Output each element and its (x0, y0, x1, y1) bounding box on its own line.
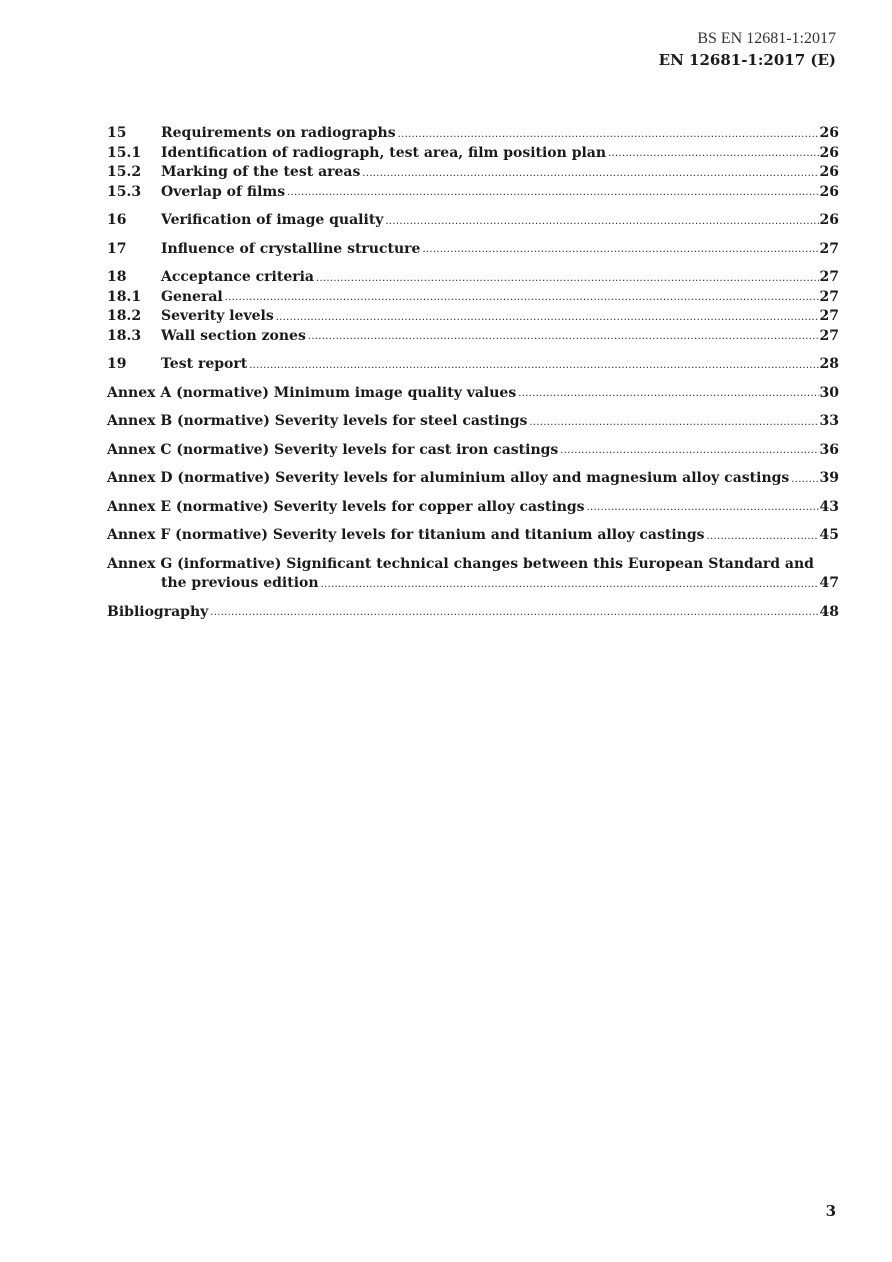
toc-title: Annex D (normative) Severity levels for aluminium alloy and magnesium alloy castings (107, 470, 790, 486)
page-number: 3 (825, 1202, 836, 1220)
toc-leader-dots (225, 293, 819, 303)
toc-leader-dots (287, 188, 818, 198)
toc-annex-e[interactable] (107, 498, 839, 518)
table-of-contents (107, 124, 839, 622)
toc-page: 27 (819, 308, 839, 324)
toc-page: 30 (819, 384, 839, 401)
toc-title: Annex F (normative) Severity levels for titanium and titanium alloy castings (107, 527, 705, 543)
toc-page: 45 (819, 527, 839, 543)
toc-annex-b[interactable] (107, 412, 839, 432)
toc-title: Marking of the test areas (161, 164, 361, 180)
toc-entry-15-3[interactable] (107, 183, 839, 203)
toc-leader-dots (385, 217, 818, 227)
toc-number: 15.3 (107, 183, 142, 200)
toc-annex-c[interactable] (107, 441, 839, 461)
toc-leader-dots (398, 130, 819, 140)
toc-number: 18.2 (107, 308, 142, 324)
toc-page: 27 (819, 327, 839, 344)
toc-title: Wall section zones (161, 327, 306, 344)
toc-title: Annex E (normative) Severity levels for copper alloy castings (107, 498, 585, 515)
toc-page: 36 (819, 441, 839, 458)
toc-leader-dots (422, 245, 818, 255)
toc-number: 18.3 (107, 327, 142, 344)
toc-title-continued: the previous edition (161, 575, 319, 591)
toc-entry-19[interactable] (107, 355, 839, 375)
toc-leader-dots (529, 418, 818, 428)
toc-page: 26 (819, 212, 839, 228)
toc-leader-dots (321, 580, 819, 590)
toc-number: 19 (107, 356, 127, 372)
toc-title: Annex G (informative) Significant technical changes between this European Standard and (107, 555, 814, 572)
toc-page: 27 (819, 269, 839, 285)
toc-annex-d[interactable] (107, 469, 839, 489)
toc-page: 26 (819, 183, 839, 200)
toc-number: 15 (107, 125, 127, 141)
toc-title: Requirements on radiographs (161, 125, 396, 141)
toc-title: Identification of radiograph, test area, film position plan (161, 144, 607, 161)
toc-title: Influence of crystalline structure (161, 240, 421, 257)
toc-entry-18-1[interactable] (107, 288, 839, 308)
toc-title: Severity levels (161, 308, 274, 324)
toc-page: 47 (819, 575, 839, 591)
toc-page: 28 (819, 356, 839, 372)
toc-entry-16[interactable] (107, 211, 839, 231)
toc-title: Bibliography (107, 603, 209, 620)
toc-leader-dots (587, 503, 819, 513)
toc-number: 15.1 (107, 144, 142, 161)
toc-leader-dots (518, 389, 818, 399)
toc-leader-dots (276, 313, 819, 323)
toc-page: 26 (819, 164, 839, 180)
toc-annex-f[interactable] (107, 526, 839, 546)
toc-number: 17 (107, 240, 127, 257)
toc-leader-dots (791, 475, 818, 485)
toc-page: 33 (819, 413, 839, 429)
toc-entry-15[interactable] (107, 124, 839, 144)
toc-leader-dots (308, 332, 819, 342)
toc-title: Verification of image quality (161, 212, 384, 228)
toc-title: Acceptance criteria (161, 269, 314, 285)
toc-annex-a[interactable] (107, 384, 839, 404)
toc-page: 26 (819, 125, 839, 141)
toc-page: 27 (819, 288, 839, 305)
toc-title: Overlap of films (161, 183, 286, 200)
toc-title: Test report (161, 356, 248, 372)
toc-entry-18-3[interactable] (107, 327, 839, 347)
toc-entry-15-1[interactable] (107, 144, 839, 164)
toc-leader-dots (560, 446, 818, 456)
toc-leader-dots (362, 169, 818, 179)
toc-bibliography[interactable] (107, 603, 839, 623)
toc-entry-18-2[interactable] (107, 307, 839, 327)
toc-entry-18[interactable] (107, 268, 839, 288)
toc-leader-dots (210, 608, 818, 618)
toc-number: 15.2 (107, 164, 142, 180)
toc-title: Annex B (normative) Severity levels for steel castings (107, 413, 528, 429)
header-standard-bs: BS EN 12681-1:2017 (697, 30, 836, 47)
toc-number: 16 (107, 212, 127, 228)
toc-title: Annex A (normative) Minimum image quality values (107, 384, 517, 401)
toc-number: 18 (107, 269, 127, 285)
toc-page: 39 (819, 470, 839, 486)
toc-page: 27 (819, 240, 839, 257)
toc-title: Annex C (normative) Severity levels for cast iron castings (107, 441, 559, 458)
toc-entry-15-2[interactable] (107, 163, 839, 183)
toc-page: 26 (819, 144, 839, 161)
header-standard-en: EN 12681-1:2017 (E) (658, 51, 836, 69)
toc-page: 43 (819, 498, 839, 515)
toc-leader-dots (316, 274, 819, 284)
toc-title: General (161, 288, 223, 305)
toc-leader-dots (707, 532, 819, 542)
toc-page: 48 (819, 603, 839, 620)
toc-annex-g[interactable] (107, 555, 839, 594)
toc-leader-dots (249, 361, 818, 371)
toc-entry-17[interactable] (107, 240, 839, 260)
toc-number: 18.1 (107, 288, 142, 305)
toc-leader-dots (608, 149, 818, 159)
